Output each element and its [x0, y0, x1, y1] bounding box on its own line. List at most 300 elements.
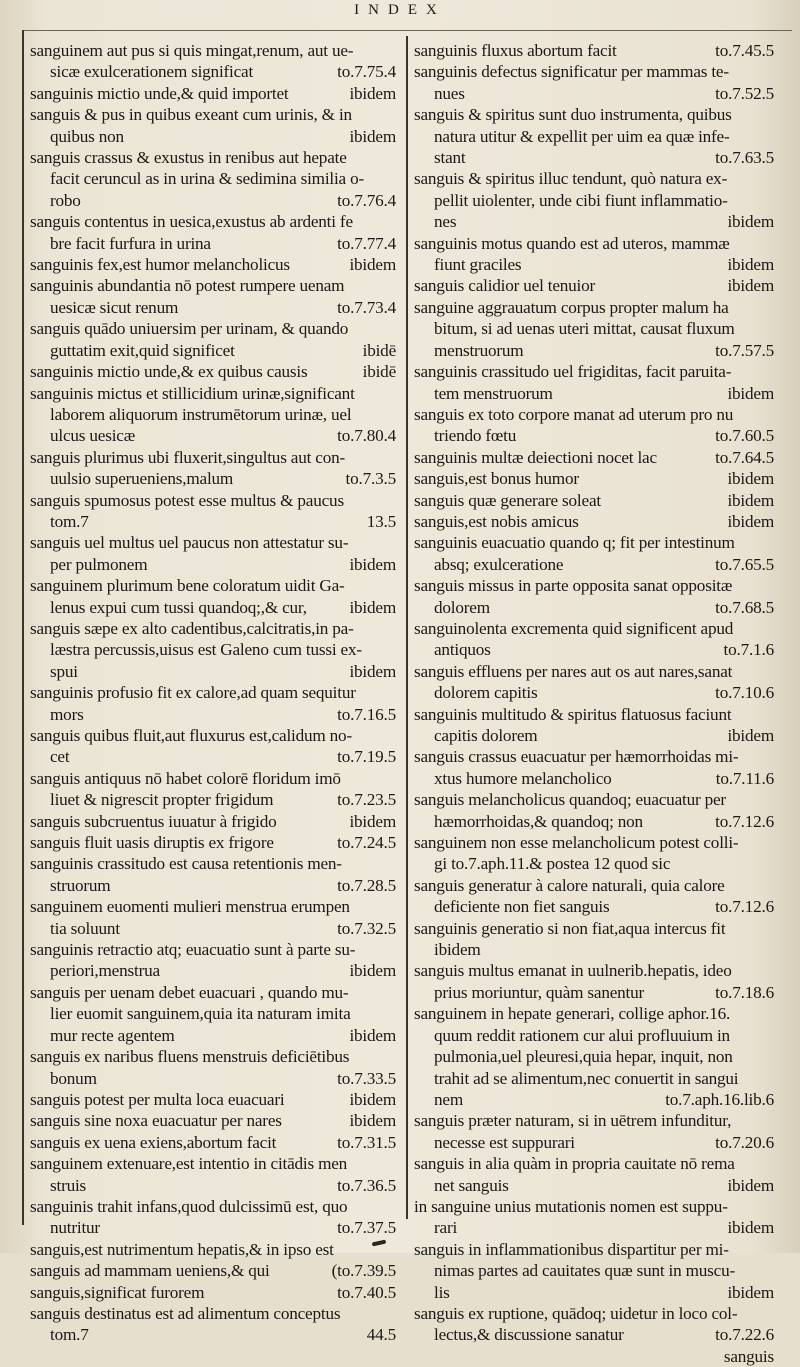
entry-line: [30, 918, 396, 939]
index-entry: [30, 575, 396, 618]
entry-line: [30, 404, 396, 425]
index-entry: [414, 1153, 774, 1196]
entry-line: [414, 297, 774, 318]
index-entry: [30, 447, 396, 490]
entry-text: deficiente non fiet sanguis: [434, 897, 610, 917]
left-margin-rule: [22, 30, 24, 1225]
entry-text: sanguinem extenuare,est intentio in citādis men: [30, 1154, 348, 1174]
entry-text: stant: [434, 148, 466, 168]
entry-line: [414, 853, 774, 874]
entry-line: [414, 211, 774, 232]
page-reference: ibidem: [727, 1282, 774, 1302]
entry-text: sanguinis multæ deiectioni nocet lac: [414, 447, 657, 467]
entry-line: [30, 1153, 396, 1174]
entry-line: [30, 190, 396, 211]
entry-text: prius moriuntur, quàm sanentur: [434, 982, 645, 1002]
entry-text: tom.7: [50, 1325, 89, 1345]
entry-text: necesse est suppurari: [434, 1132, 575, 1152]
entry-line: [30, 1046, 396, 1067]
index-entry: [414, 532, 774, 575]
entry-text: sanguis crassus & exustus in renibus aut hepate: [30, 148, 347, 168]
column-divider: [406, 36, 408, 1219]
entry-line: [30, 789, 396, 810]
entry-text: sanguis melancholicus quandoq; euacuatur per: [414, 790, 726, 810]
entry-line: [414, 1132, 774, 1153]
entry-line: [30, 1282, 396, 1303]
index-entry: [414, 1110, 774, 1153]
entry-line: [30, 832, 396, 853]
entry-line: [30, 1003, 396, 1024]
entry-line: [414, 383, 774, 404]
entry-text: sanguis & pus in quibus exeant cum urinis, & in: [30, 105, 352, 125]
page-reference: ibidem: [727, 383, 774, 403]
entry-line: [30, 168, 396, 189]
index-entry: [414, 1196, 774, 1239]
entry-line: [414, 254, 774, 275]
entry-line: [414, 168, 774, 189]
page-reference: ibidem: [727, 511, 774, 531]
entry-line: [30, 211, 396, 232]
page-reference: to.7.32.5: [337, 918, 396, 938]
entry-text: sanguinem plurimum bene coloratum uidit Ga-: [30, 576, 345, 596]
page-reference: to.7.73.4: [337, 297, 396, 317]
entry-line: [30, 1132, 396, 1153]
index-entry: [414, 618, 774, 661]
page-reference: ibidem: [349, 597, 396, 617]
page-reference: 13.5: [366, 511, 396, 531]
index-entry: [414, 661, 774, 704]
entry-line: [414, 661, 774, 682]
entry-text: absq; exulceratione: [434, 554, 564, 574]
entry-text: sanguinis trahit infans,quod dulcissimū est, quo: [30, 1196, 348, 1216]
page-reference: ibidem: [727, 469, 774, 489]
entry-text: nutritur: [50, 1218, 100, 1238]
page-reference: ibidem: [727, 276, 774, 296]
entry-line: [30, 575, 396, 596]
index-entry: [414, 960, 774, 1003]
page-reference: ibidem: [727, 255, 774, 275]
entry-text: rari: [434, 1218, 458, 1238]
page-reference: sanguis: [723, 1346, 774, 1366]
index-entry: [414, 789, 774, 832]
entry-line: [30, 811, 396, 832]
entry-line: [30, 896, 396, 917]
entry-line: [414, 575, 774, 596]
entry-line: [414, 340, 774, 361]
page-reference: ibidē: [362, 340, 396, 360]
page-reference: to.7.40.5: [337, 1282, 396, 1302]
entry-text: pulmonia,uel pleuresi,quia hepar, inquit, non: [434, 1047, 733, 1067]
entry-line: [414, 1089, 774, 1110]
entry-line: [414, 1196, 774, 1217]
entry-line: [30, 682, 396, 703]
entry-line: [414, 982, 774, 1003]
entry-text: sanguinis crassitudo uel frigiditas, facit paruita-: [414, 362, 732, 382]
index-entry: [30, 853, 396, 896]
entry-line: [414, 618, 774, 639]
page-reference: ibidem: [349, 255, 396, 275]
entry-line: [414, 918, 774, 939]
entry-line: [414, 746, 774, 767]
entry-text: laborem aliquorum instrumētorum urinæ, uel: [50, 404, 352, 424]
entry-line: [30, 318, 396, 339]
page-reference: ibidem: [349, 126, 396, 146]
entry-line: [414, 939, 774, 960]
entry-text: sanguis antiquus nō habet colorē floridum imō: [30, 768, 341, 788]
index-entry: [30, 1282, 396, 1303]
entry-line: [30, 83, 396, 104]
running-head: INDEX: [354, 2, 446, 18]
entry-line: [30, 853, 396, 874]
page-reference: to.7.11.6: [715, 768, 774, 788]
page-reference: ibidem: [349, 83, 396, 103]
entry-line: [414, 1239, 774, 1260]
entry-line: [30, 511, 396, 532]
index-entry: [414, 168, 774, 232]
index-entry: [30, 1110, 396, 1131]
entry-text: læstra percussis,uisus est Galeno cum tussi ex-: [50, 640, 362, 660]
page-reference: to.7.12.6: [715, 897, 774, 917]
entry-text: nues: [434, 83, 465, 103]
entry-text: xtus humore melancholico: [434, 768, 612, 788]
page-reference: to.7.16.5: [337, 704, 396, 724]
entry-text: sicæ exulcerationem significat: [50, 62, 254, 82]
index-entry: [414, 1303, 774, 1346]
entry-line: [30, 982, 396, 1003]
entry-text: sanguis uel multus uel paucus non attestatur su-: [30, 533, 349, 553]
entry-line: [30, 1324, 396, 1345]
right-index-column: [414, 40, 774, 1367]
entry-text: sanguinem aut pus si quis mingat,renum, aut ue-: [30, 41, 354, 60]
entry-line: [414, 1110, 774, 1131]
entry-line: [30, 340, 396, 361]
index-entry: [414, 233, 774, 276]
entry-text: menstruorum: [434, 340, 524, 360]
entry-text: sanguis,est nutrimentum hepatis,& in ipso est: [30, 1239, 334, 1259]
entry-line: [414, 832, 774, 853]
entry-line: [30, 447, 396, 468]
entry-text: trahit ad se alimentum,nec conuertit in sangui: [434, 1068, 739, 1088]
entry-line: [414, 1346, 774, 1367]
page-reference: to.7.80.4: [337, 426, 396, 446]
index-entry: [30, 618, 396, 682]
page-reference: to.7.36.5: [337, 1175, 396, 1195]
entry-line: [30, 1025, 396, 1046]
entry-line: [414, 404, 774, 425]
index-entry: [414, 1003, 774, 1110]
entry-line: [30, 1068, 396, 1089]
index-entry: [414, 468, 774, 489]
entry-line: [414, 1217, 774, 1238]
index-entry: [30, 383, 396, 447]
entry-line: [30, 361, 396, 382]
entry-text: sanguis crassus euacuatur per hæmorrhoidas mi-: [414, 747, 739, 767]
entry-text: sanguinis euacuatio quando q; fit per intestinum: [414, 533, 735, 553]
entry-line: [414, 61, 774, 82]
entry-text: net sanguis: [434, 1175, 509, 1195]
entry-text: bitum, si ad uenas uteri mittat, causat fluxum: [434, 319, 735, 339]
index-entry: [414, 404, 774, 447]
entry-line: [414, 83, 774, 104]
entry-line: [414, 1153, 774, 1174]
entry-text: sanguis ad mammam ueniens,& qui: [30, 1261, 270, 1281]
entry-line: [30, 1239, 396, 1260]
entry-text: sanguinis mictio unde,& ex quibus causis: [30, 362, 308, 382]
index-entry: [30, 83, 396, 104]
page-reference: to.7.19.5: [337, 747, 396, 767]
entry-line: [414, 275, 774, 296]
index-entry: [30, 275, 396, 318]
entry-line: [30, 1175, 396, 1196]
entry-line: [414, 554, 774, 575]
entry-line: [30, 746, 396, 767]
entry-text: sanguis calidior uel tenuior: [414, 276, 596, 296]
entry-line: [30, 1260, 396, 1281]
entry-line: [30, 597, 396, 618]
page-reference: ibidem: [349, 961, 396, 981]
entry-line: [30, 468, 396, 489]
entry-text: natura utitur & expellit per uim ea quæ infe-: [434, 126, 730, 146]
entry-line: [414, 811, 774, 832]
entry-text: sanguis,significat furorem: [30, 1282, 205, 1302]
index-entry: [414, 704, 774, 747]
page-reference: ibidem: [727, 1218, 774, 1238]
entry-text: lier euomit sanguinem,quia ita naturam imita: [50, 1004, 351, 1024]
entry-text: gi to.7.aph.11.& postea 12 quod sic: [434, 854, 671, 874]
entry-line: [30, 661, 396, 682]
entry-line: [414, 1324, 774, 1345]
entry-text: mur recte agentem: [50, 1025, 175, 1045]
page-reference: 44.5: [366, 1325, 396, 1345]
entry-line: [30, 532, 396, 553]
entry-line: [414, 682, 774, 703]
index-entry: [414, 490, 774, 511]
entry-line: [30, 939, 396, 960]
entry-text: sanguis ex uena exiens,abortum facit: [30, 1132, 277, 1152]
entry-text: uulsio superueniens,malum: [50, 469, 234, 489]
index-entry: [30, 532, 396, 575]
entry-text: uesicæ sicut renum: [50, 297, 179, 317]
index-entry: [414, 61, 774, 104]
entry-text: bonum: [50, 1068, 97, 1088]
entry-line: [30, 725, 396, 746]
entry-text: quibus non: [50, 126, 124, 146]
entry-line: [414, 597, 774, 618]
index-entry: [30, 682, 396, 725]
entry-line: [414, 233, 774, 254]
page-reference: to.7.12.6: [715, 811, 774, 831]
index-entry: [414, 104, 774, 168]
entry-line: [414, 190, 774, 211]
entry-text: sanguis quibus fluit,aut fluxurus est,calidum no-: [30, 726, 352, 745]
page-reference: ibidem: [727, 212, 774, 232]
entry-text: sanguis & spiritus sunt duo instrumenta, quibus: [414, 105, 732, 125]
entry-text: sanguis destinatus est ad alimentum conceptus: [30, 1303, 341, 1323]
entry-line: [414, 725, 774, 746]
index-entry: [30, 147, 396, 211]
entry-text: sanguinis mictus et stillicidium urinæ,significant: [30, 383, 355, 403]
index-entry: [30, 211, 396, 254]
page-reference: ibidem: [349, 1025, 396, 1045]
entry-line: [30, 275, 396, 296]
entry-text: sanguinis retractio atq; euacuatio sunt à parte su-: [30, 940, 356, 960]
entry-text: struis: [50, 1175, 87, 1195]
entry-text: sanguinis mictio unde,& quid importet: [30, 83, 289, 103]
entry-text: pellit uiolenter, unde cibi fiunt inflammatio-: [434, 190, 728, 210]
entry-line: [414, 361, 774, 382]
entry-text: capitis dolorem: [434, 726, 538, 745]
page-reference: ibidem: [727, 1175, 774, 1195]
entry-text: sanguinis fex,est humor melancholicus: [30, 255, 290, 275]
top-rule: [22, 30, 792, 31]
entry-text: liuet & nigrescit propter frigidum: [50, 790, 274, 810]
page-reference: to.7.1.6: [723, 640, 774, 660]
page-reference: to.7.3.5: [345, 469, 396, 489]
page-reference: ibidem: [727, 726, 774, 745]
page-reference: ibidem: [349, 1089, 396, 1109]
entry-text: sanguinis motus quando est ad uteros, mammæ: [414, 233, 730, 253]
entry-line: [30, 554, 396, 575]
entry-text: sanguis multus emanat in uulnerib.hepatis, ideo: [414, 961, 732, 981]
entry-text: sanguinolenta excrementa quid significent apud: [414, 618, 734, 638]
entry-text: sanguis quæ generare soleat: [414, 490, 601, 510]
index-entry: [30, 1132, 396, 1153]
index-entry: [414, 875, 774, 918]
entry-text: in sanguine unius mutationis nomen est suppu-: [414, 1196, 728, 1216]
index-entry: [414, 361, 774, 404]
entry-line: [30, 1196, 396, 1217]
entry-text: sanguis & spiritus illuc tendunt, quò natura ex-: [414, 169, 728, 189]
entry-line: [30, 1089, 396, 1110]
entry-line: [414, 425, 774, 446]
index-entry: [30, 939, 396, 982]
page-reference: to.7.77.4: [337, 233, 396, 253]
entry-line: [30, 61, 396, 82]
entry-line: [414, 875, 774, 896]
entry-text: dolorem: [434, 597, 490, 617]
index-entry: [30, 811, 396, 832]
entry-text: fiunt graciles: [434, 255, 522, 275]
index-entry: [30, 490, 396, 533]
entry-text: sanguis sine noxa euacuatur per nares: [30, 1111, 282, 1131]
index-entry: [30, 254, 396, 275]
entry-line: [414, 40, 774, 61]
index-entry: [414, 40, 774, 61]
entry-line: [30, 875, 396, 896]
entry-text: tom.7: [50, 511, 89, 531]
page-reference: to.7.76.4: [337, 190, 396, 210]
entry-text: sanguis præter naturam, si in uētrem infunditur,: [414, 1111, 732, 1131]
entry-line: [30, 768, 396, 789]
index-entry: [30, 361, 396, 382]
page-reference: to.7.64.5: [715, 447, 774, 467]
page-reference: ibidem: [349, 811, 396, 831]
entry-line: [414, 1175, 774, 1196]
entry-line: [30, 40, 396, 61]
entry-text: antiquos: [434, 640, 491, 660]
entry-text: nes: [434, 212, 457, 232]
index-entry: [30, 982, 396, 1046]
page-reference: to.7.45.5: [715, 41, 774, 60]
page-reference: ibidē: [362, 362, 396, 382]
entry-text: sanguis ex toto corpore manat ad uterum pro nu: [414, 404, 734, 424]
entry-text: sanguine aggrauatum corpus propter malum ha: [414, 297, 729, 317]
entry-text: sanguinis profusio fit ex calore,ad quam sequitur: [30, 683, 356, 703]
index-entry: [414, 275, 774, 296]
entry-line: [30, 1217, 396, 1238]
entry-line: [414, 1046, 774, 1067]
entry-line: [30, 1303, 396, 1324]
entry-line: [30, 147, 396, 168]
entry-text: sanguinis abundantia nō potest rumpere uenam: [30, 276, 345, 296]
entry-line: [414, 768, 774, 789]
index-entry: [414, 1346, 774, 1367]
entry-line: [414, 1068, 774, 1089]
entry-line: [30, 639, 396, 660]
entry-text: facit ceruncul as in urina & sedimina similia o-: [50, 169, 365, 189]
entry-line: [30, 254, 396, 275]
entry-line: [414, 1003, 774, 1024]
entry-text: sanguis contentus in uesica,exustus ab ardenti fe: [30, 212, 353, 232]
index-entry: [30, 1260, 396, 1281]
page-reference: to.7.24.5: [337, 833, 396, 853]
entry-text: sanguinis defectus significatur per mammas te-: [414, 62, 729, 82]
index-entry: [30, 1239, 396, 1260]
entry-line: [30, 1110, 396, 1131]
entry-line: [30, 618, 396, 639]
entry-text: dolorem capitis: [434, 683, 538, 703]
entry-text: per pulmonem: [50, 554, 148, 574]
entry-text: robo: [50, 190, 81, 210]
page-reference: ibidem: [349, 1111, 396, 1131]
entry-line: [414, 532, 774, 553]
index-entry: [30, 104, 396, 147]
entry-text: sanguis,est bonus humor: [414, 469, 579, 489]
entry-line: [414, 104, 774, 125]
entry-text: ibidem: [434, 940, 481, 960]
page-reference: to.7.20.6: [715, 1132, 774, 1152]
left-index-column: [30, 40, 396, 1346]
index-entry: [414, 1239, 774, 1303]
entry-line: [414, 468, 774, 489]
entry-line: [414, 490, 774, 511]
index-entry: [30, 318, 396, 361]
page-reference: to.7.31.5: [337, 1132, 396, 1152]
entry-text: sanguinis fluxus abortum facit: [414, 41, 617, 60]
entry-line: [414, 511, 774, 532]
page-reference: ibidem: [349, 661, 396, 681]
entry-text: lectus,& discussione sanatur: [434, 1325, 624, 1345]
entry-text: sanguis effluens per nares aut os aut nares,sanat: [414, 661, 733, 681]
entry-line: [414, 639, 774, 660]
index-entry: [414, 575, 774, 618]
entry-line: [30, 297, 396, 318]
entry-text: sanguis per uenam debet euacuari , quando mu-: [30, 982, 349, 1002]
page-reference: (to.7.39.5: [331, 1261, 396, 1281]
entry-text: hæmorrhoidas,& quandoq; non: [434, 811, 643, 831]
entry-text: sanguis spumosus potest esse multus & paucus: [30, 490, 344, 510]
entry-text: sanguis ex naribus fluens menstruis deficiētibus: [30, 1047, 350, 1067]
entry-text: sanguis generatur à calore naturali, quia calore: [414, 875, 725, 895]
entry-line: [30, 104, 396, 125]
entry-text: triendo fœtu: [434, 426, 517, 446]
entry-text: sanguinem euomenti mulieri menstrua erumpen: [30, 897, 350, 917]
index-entry: [414, 447, 774, 468]
entry-text: sanguis potest per multa loca euacuari: [30, 1089, 285, 1109]
page-reference: ibidem: [349, 554, 396, 574]
index-entry: [30, 768, 396, 811]
entry-text: sanguis ex ruptione, quādoq; uidetur in loco col-: [414, 1303, 738, 1323]
